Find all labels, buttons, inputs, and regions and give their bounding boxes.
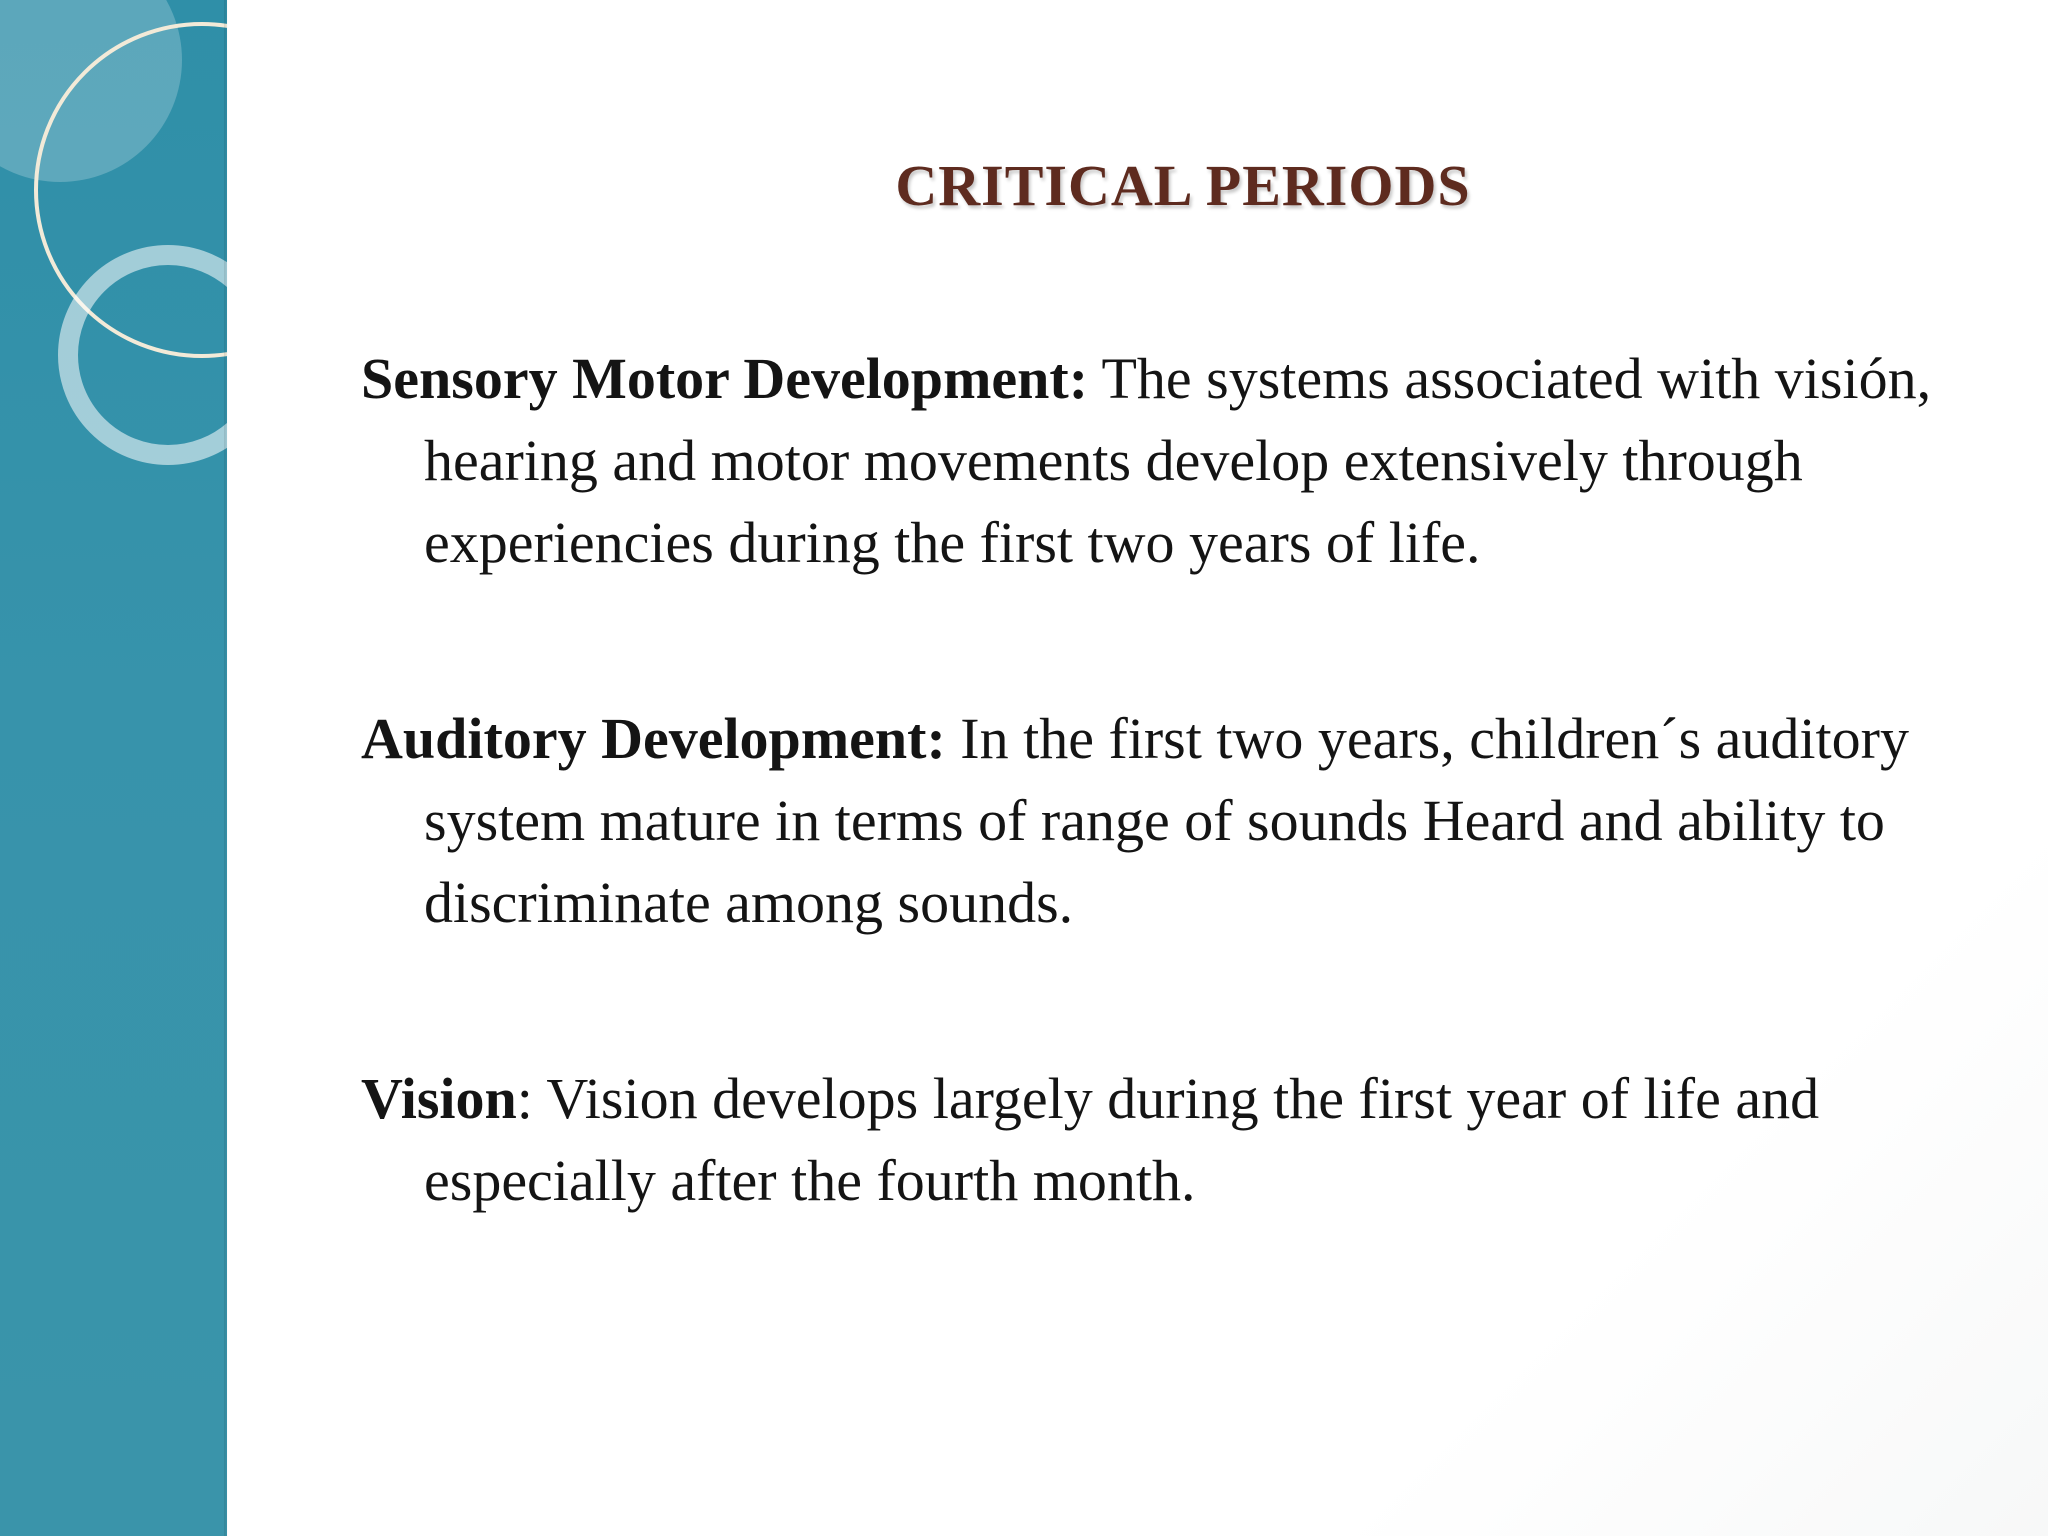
paragraph-sensory-motor — [361, 338, 1961, 584]
text-auditory: In the first two years, children´s auditory system mature in terms of range of sounds Heard and ability to discriminate among sounds. — [424, 706, 1909, 935]
slide-body — [361, 338, 1961, 1222]
text-vision: : Vision develops largely during the first year of life and especially after the fourth month. — [424, 1066, 1820, 1213]
side-band-edge — [224, 0, 228, 1536]
term-sensory-motor: Sensory Motor Development: — [361, 346, 1089, 411]
text-sensory-motor: The systems associated with visión, hearing and motor movements develop extensively through experiencies during the first two years of life. — [424, 346, 1932, 575]
decorative-circles — [0, 0, 227, 520]
paragraph-vision — [361, 1058, 1961, 1222]
term-auditory: Auditory Development: — [361, 706, 946, 771]
paragraph-auditory — [361, 698, 1961, 944]
side-band — [0, 0, 227, 1536]
slide-title: CRITICAL PERIODS — [895, 153, 1471, 218]
term-vision: Vision — [361, 1066, 517, 1131]
